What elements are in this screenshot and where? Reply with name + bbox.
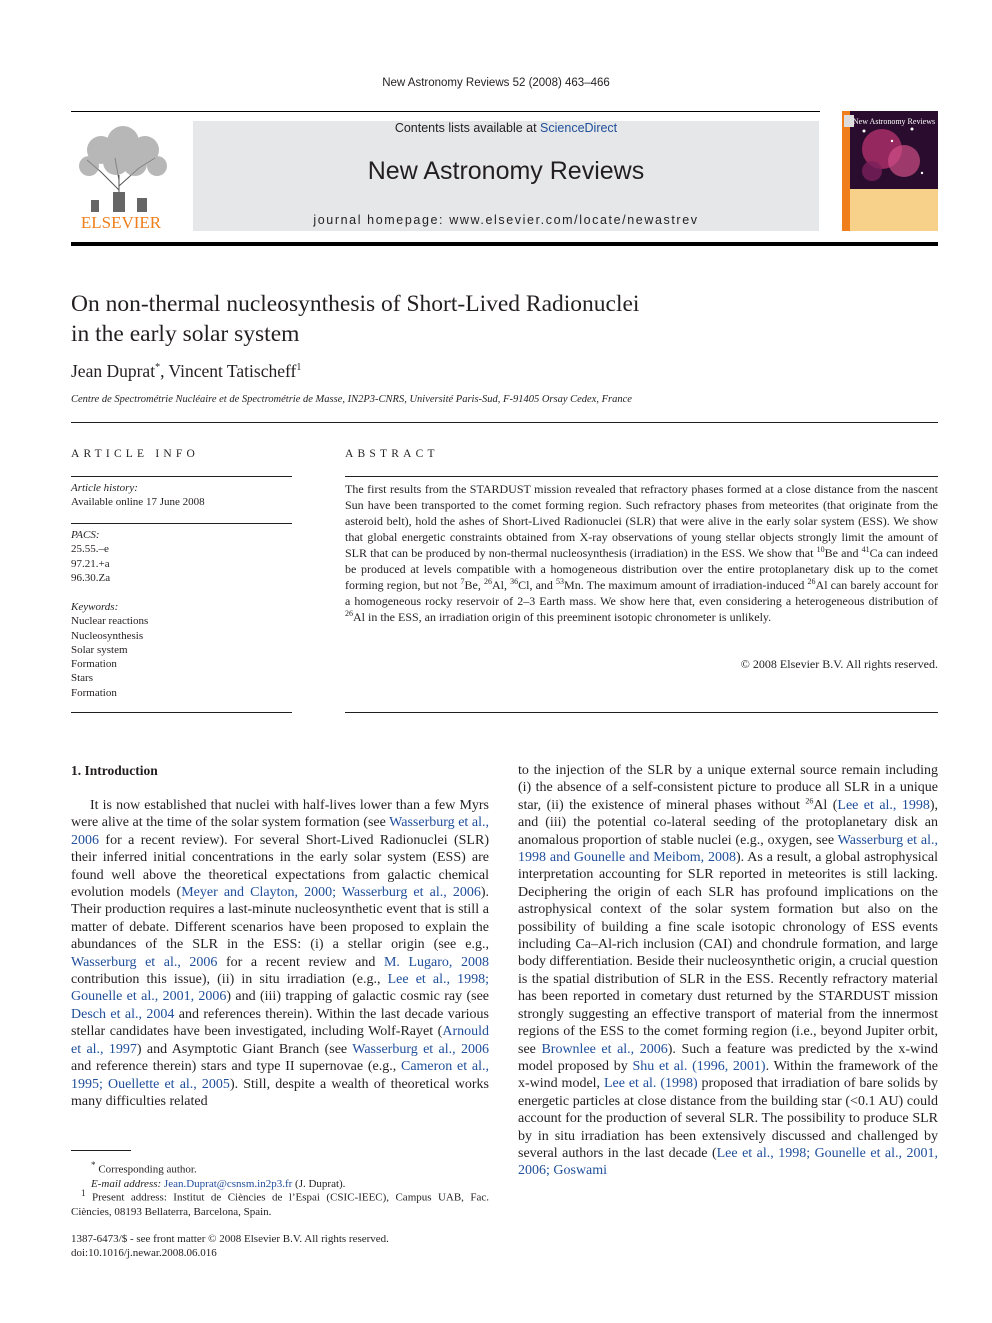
citation-link[interactable]: Shu et al. (1996, 2001) — [632, 1058, 766, 1074]
keyword: Stars — [71, 672, 93, 685]
keyword: Formation — [71, 658, 117, 671]
abstract-rule — [345, 476, 938, 477]
pacs-block: PACS: 25.55.–e 97.21.+a 96.30.Za — [71, 528, 292, 585]
pacs-item: 97.21.+a — [71, 557, 110, 570]
title-line-2: in the early solar system — [71, 321, 300, 347]
elsevier-logo — [71, 120, 171, 232]
article-title — [71, 289, 831, 349]
citation-link[interactable]: Lee et al., 1998; Gounelle et al., 2001, 2006 — [71, 972, 490, 1005]
article-info-rule — [71, 476, 292, 477]
citation-link[interactable]: Lee et al., 1998 — [837, 797, 930, 813]
article-history: Article history: Available online 17 June 2008 — [71, 482, 205, 509]
abstract-copyright: © 2008 Elsevier B.V. All rights reserved. — [740, 657, 938, 671]
citation-link[interactable]: Arnould et al., 1997 — [71, 1024, 489, 1057]
article-info-heading: ARTICLE INFO — [71, 448, 199, 460]
keyword: Solar system — [71, 643, 128, 656]
section-heading-introduction: 1. Introduction — [71, 763, 158, 778]
citation-link[interactable]: Wasserburg et al., 1998 and Gounelle and Meibom, 2008 — [518, 832, 938, 866]
header-bottom-rule — [71, 242, 938, 246]
front-matter-footer — [71, 1232, 389, 1260]
citation-link[interactable]: M. Lugaro, 2008 — [383, 954, 489, 970]
author-2[interactable]: Vincent Tatischeff — [168, 361, 297, 381]
author-2-mark[interactable]: 1 — [296, 362, 302, 374]
doi-line[interactable]: doi:10.1016/j.newar.2008.06.016 — [71, 1247, 217, 1259]
keywords-block: Keywords: Nuclear reactions Nucleosynthesis Solar system Formation Stars Formation — [71, 600, 292, 700]
pacs-item: 96.30.Za — [71, 571, 111, 584]
author-list: Jean Duprat*, Vincent Tatischeff$^1$ — [71, 361, 302, 381]
title-divider — [71, 422, 938, 423]
citation-link[interactable]: Lee et al. (1998) — [603, 1076, 698, 1092]
header-top-rule — [71, 111, 820, 112]
citation-link[interactable]: Lee et al., 1998; Gounelle et al., 2001, 2006; Goswami — [518, 1145, 938, 1179]
author-1[interactable]: Jean Duprat — [71, 361, 156, 381]
keyword: Formation — [71, 686, 117, 699]
citation-link[interactable]: Brownlee et al., 2006 — [541, 1041, 668, 1057]
footnote-present-address: $^1$ Present address: Institut de Ciències de l’Espai (CSIC-IEEC), Campus UAB, Fac. Ciències, 08193 Bellaterra, Barcelona, Spain. — [71, 1188, 489, 1218]
journal-citation: New Astronomy Reviews 52 (2008) 463–466 — [382, 77, 610, 89]
citation-link[interactable]: Cameron et al., 1995; Ouellette et al., 2005 — [71, 1059, 490, 1092]
journal-name: New Astronomy Reviews — [367, 157, 645, 185]
keyword: Nuclear reactions — [71, 615, 149, 628]
contents-line: Contents lists available at ScienceDirect — [394, 121, 618, 135]
sciencedirect-link[interactable]: ScienceDirect — [540, 121, 618, 135]
footnote-rule — [71, 1150, 131, 1151]
title-line-1: On non-thermal nucleosynthesis of Short-Lived Radionuclei — [71, 291, 640, 317]
journal-homepage[interactable]: journal homepage: www.elsevier.com/locate/newastrev — [313, 213, 699, 227]
email-link[interactable]: Jean.Duprat@csnsm.in2p3.fr — [163, 1177, 293, 1190]
citation-link[interactable]: Desch et al., 2004 — [71, 1006, 175, 1022]
footnote-corresponding: * Corresponding author. E-mail address: Jean.Duprat@csnsm.in2p3.fr (J. Duprat). — [91, 1160, 346, 1190]
body-column-2: to the injection of the SLR by a unique external source remain including (i) the absence of a self-consistent picture to produce all SLR in a unique star, (ii) the existence of mineral phases without $^{26}$Al (Lee et al., 1998), and (iii) the potential co-lateral seeding of the protoplanetary disk an anomalous proportion of stable nuclei (e.g., oxygen, see Wasserburg et al., 1998 and Gounelle and Meibom, 2008). As a result, a global astrophysical interpretation accounting for SLR reported in meteorites is still lacking. Deciphering the origin of each SLR has profound implications on the astrophysical context of the solar system formation but also on the possibility of building a fine scale isotopic chronology of ESS events including Ca–Al-rich inclusion (CAI) and chondrule formation, and large body differentiation. Beside their nucleosynthetic origin, a crucial question is the spatial distribution of SLR in the ESS. Recently refractory material has been reported in cometary dust returned by the STARDUST mission strongly suggesting an effective transport of material from the innermost regions of the ESS to the comet forming region (i.e., beyond Jupiter orbit, see Brownlee et al., 2006). Such a feature was predicted by the x-wind model proposed by Shu et al. (1996, 2001). Within the framework of the x-wind model, Lee et al. (1998) proposed that irradiation of bare solids by energetic particles at close distance from the building star (<0.1 AU) could account for the production of several SLR. The possibility to produce SLR by in situ irradiation has been extensively discussed and challenged by several authors in the last decade (Lee et al., 1998; Gounelle et al., 2001, 2006; Goswami — [518, 763, 939, 1179]
keyword: Nucleosynthesis — [71, 629, 144, 642]
abstract-bottom-rule — [345, 712, 938, 713]
citation-link[interactable]: Wasserburg et al., 2006 — [71, 954, 218, 970]
citation-link[interactable]: Wasserburg et al., 2006 — [352, 1041, 489, 1057]
issn-line: 1387-6473/$ - see front matter © 2008 Elsevier B.V. All rights reserved. — [71, 1233, 389, 1245]
abstract-heading: ABSTRACT — [345, 448, 439, 460]
citation-link[interactable]: Meyer and Clayton, 2000; Wasserburg et al., 2006 — [181, 885, 481, 901]
author-1-mark[interactable]: * — [155, 362, 161, 374]
article-info-bottom-rule — [71, 712, 292, 713]
body-column-1: It is now established that nuclei with half-lives lower than a few Myrs were alive at the time of the solar system formation (see Wasserburg et al., 2006 for a recent review). For several Short-Lived Radionuclei (SLR) their inferred initial concentrations in the early solar system (ESS) are found well above the theoretical expectations from galactic chemical evolution models (Meyer and Clayton, 2000; Wasserburg et al., 2006). Their production requires a last-minute nucleosynthetic event that is still a matter of debate. Different scenarios have been proposed to explain the abundances of the SLR in the ESS: (i) a stellar origin (see e.g., Wasserburg et al., 2006 for a recent review and M. Lugaro, 2008 contribution this issue), (ii) in situ irradiation (e.g., Lee et al., 1998; Gounelle et al., 2001, 2006) and (iii) trapping of galactic cosmic ray (see Desch et al., 2004 and references therein). Within the last decade various stellar candidates have been investigated, including Wolf-Rayet (Arnould et al., 1997) and Asymptotic Giant Branch (see Wasserburg et al., 2006 and reference therein) stars and type II supernovae (e.g., Cameron et al., 1995; Ouellette et al., 2005). Still, despite a wealth of theoretical works many difficulties related — [71, 798, 490, 1109]
abstract-text: The first results from the STARDUST mission revealed that refractory phases formed at a close distance from the nascent Sun have been transported to the comet forming region. Such refractory phases from meteorites (that originate from the asteroid belt), hold the ashes of Short-Lived Radionuclei (SLR) that were alive in the early solar system (ESS). We show that global energetic constraints obtained from X-ray observations of young stellar objects strongly limit the amount of SLR that can be produced by non-thermal nucleosynthesis (irradiation) in the ESS. We show that $^{10}$Be and $^{41}$Ca can indeed be produced at levels compatible with a homogeneous distribution over the entire protoplanetary disk up to the comet forming region, but not $^7$Be, $^{26}$Al, $^{36}$Cl, and $^{53}$Mn. The maximum amount of irradiation-induced $^{26}$Al can barely account for a homogeneous rocky reservoir of 2–3 Earth mass. We show here that, even considering a heterogeneous distribution of $^{26}$Al in the ESS, an irradiation origin of this preeminent isotopic chronometer is unlikely. — [345, 482, 939, 624]
history-rule — [71, 523, 292, 524]
svg-text:ELSEVIER: ELSEVIER — [80, 213, 162, 232]
journal-cover-image — [842, 111, 938, 231]
svg-text:New Astronomy Reviews: New Astronomy Reviews — [852, 117, 936, 126]
pacs-item: 25.55.–e — [71, 543, 109, 556]
citation-link[interactable]: Wasserburg et al., 2006 — [71, 815, 489, 848]
affiliation: Centre de Spectrométrie Nucléaire et de Spectrométrie de Masse, IN2P3-CNRS, Université Paris-Sud, F-91405 Orsay Cedex, France — [71, 394, 632, 405]
